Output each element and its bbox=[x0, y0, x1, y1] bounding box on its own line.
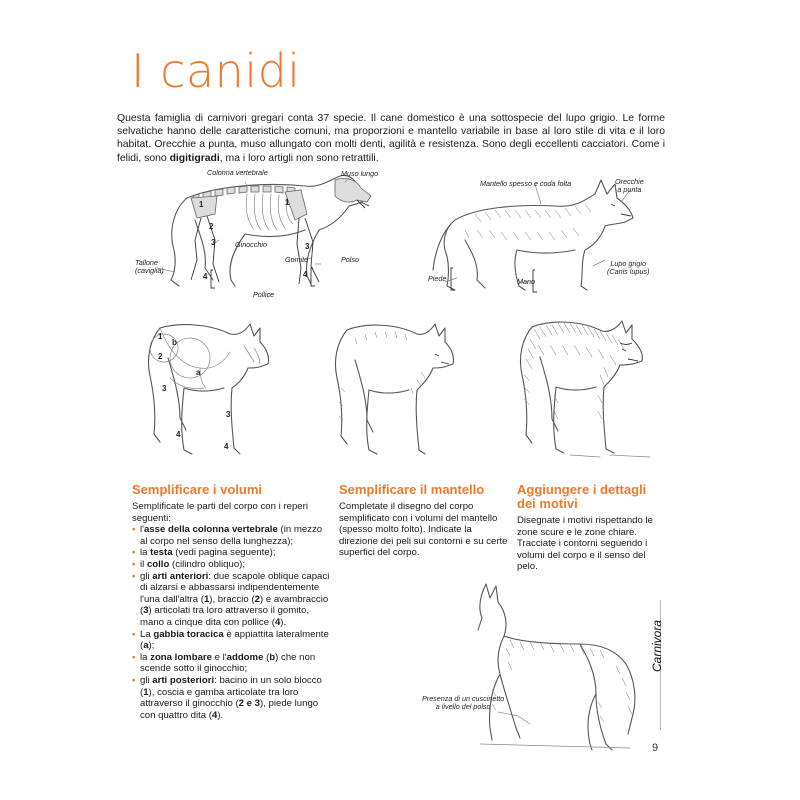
section-body-motivi: Disegnate i motivi rispettando le zone scure e le zone chiare. Tracciate i contorni seguendo i volumi del corpo e il senso del pelo. bbox=[517, 515, 653, 573]
skeleton-illustration bbox=[135, 168, 379, 303]
label-cuscinetto: Presenza di un cuscinetto a livello del polso bbox=[422, 694, 505, 711]
skeleton-num: 4 bbox=[303, 270, 308, 279]
label-lupo: Lupo grigio (Canis lupus) bbox=[607, 259, 650, 276]
label-gomito: Gomito bbox=[285, 255, 309, 264]
list-item: • gli arti posteriori: bacino in un solo blocco (1), coscia e gamba articolate tra loro attraverso il ginocchio (2 e 3), piede lungo con quattro dita (4). bbox=[132, 675, 332, 721]
label-colonna: Colonna vertebrale bbox=[207, 168, 268, 177]
section-body-mantello: Completate il disegno del corpo semplificato con i volumi del mantello (spesso molto folto). Indicate la direzione dei peli sui contorni e su certe superfici del corpo. bbox=[339, 501, 508, 559]
intro-text-bold: digitigradi bbox=[169, 152, 220, 164]
list-item: • La gabbia toracica è appiattita lateralmente (a); bbox=[132, 629, 332, 652]
label-tallone: Tallone (caviglia) bbox=[135, 258, 164, 275]
intro-paragraph bbox=[117, 112, 665, 165]
step-num: 4 bbox=[176, 430, 181, 439]
section-body-volumi bbox=[132, 501, 332, 721]
label-mantello: Mantello spesso e coda folta bbox=[480, 179, 572, 188]
wolf-coat-drawing bbox=[325, 318, 465, 468]
section-tab: Carnivora bbox=[650, 619, 664, 672]
step-num: b bbox=[172, 338, 177, 347]
skeleton-num: 4 bbox=[203, 272, 208, 281]
label-pollice: Pollice bbox=[253, 290, 275, 299]
section-heading-motivi: Aggiungere i dettagli dei motivi bbox=[517, 482, 647, 511]
wolf-details-drawing bbox=[510, 315, 660, 470]
page-number: 9 bbox=[652, 742, 659, 754]
list-item: • gli arti anteriori: due scapole oblique capaci di alzarsi e abbassarsi indipendentemente l'una dall'altra (1), braccio (2) e avambraccio (3) articolati tra loro attraverso il gomito, mano a cinque dita con pollice (4). bbox=[132, 571, 332, 629]
list-item: • l'asse della colonna vertebrale (in mezzo al corpo nel senso della lunghezza); bbox=[132, 524, 332, 547]
step-num: 4 bbox=[224, 442, 229, 451]
wolf-details-illustration bbox=[510, 315, 660, 470]
wolf-illustration bbox=[425, 170, 670, 300]
intro-text-1: Questa famiglia di carnivori gregari conta 37 specie. Il cane domestico è una sottospecie del lupo grigio. Le forme selvatiche hanno delle caratteristiche comuni, ma proporzioni e mantello variabile in base al loro stile di vita e il loro habitat. Orecchie a punta, muso allungato con molti denti, agilità e resistenza. Sono degli eccellenti cacciatori. Come i felidi, sono bbox=[117, 113, 665, 164]
wolf-volumes-illustration bbox=[140, 318, 280, 468]
label-ginocchio: Ginocchio bbox=[235, 240, 267, 249]
section-heading-mantello: Semplificare il mantello bbox=[339, 482, 485, 497]
label-polso: Polso bbox=[341, 255, 359, 264]
label-muso: Muso lungo bbox=[341, 169, 379, 178]
step-num: 3 bbox=[226, 410, 231, 419]
list-item: • il collo (cilindro obliquo); bbox=[132, 559, 332, 571]
label-mano: Mano bbox=[517, 277, 535, 286]
label-piede: Piede bbox=[428, 274, 447, 283]
step-num: 1 bbox=[158, 332, 163, 341]
skeleton-num: 3 bbox=[211, 238, 216, 247]
skeleton-num: 1 bbox=[199, 200, 204, 209]
section-heading-volumi: Semplificare i volumi bbox=[132, 482, 263, 497]
list-item: • la zona lombare e l'addome (b) che non scende sotto il ginocchio; bbox=[132, 652, 332, 675]
volumi-list bbox=[132, 524, 332, 721]
wolf-rear-drawing bbox=[420, 578, 650, 758]
skeleton-drawing bbox=[135, 168, 375, 303]
step-num: 3 bbox=[162, 384, 167, 393]
page-title: I canidi bbox=[131, 44, 301, 98]
skeleton-num: 3 bbox=[305, 242, 310, 251]
skeleton-num: 1 bbox=[285, 198, 290, 207]
section-intro-volumi: Semplificate le parti del corpo con i reperi seguenti: bbox=[132, 501, 308, 524]
skeleton-num: 2 bbox=[209, 222, 214, 231]
intro-text-3: , ma i loro artigli non sono retrattili. bbox=[219, 152, 379, 164]
wolf-coat-illustration bbox=[325, 318, 465, 468]
wolf-rear-illustration bbox=[420, 578, 650, 758]
list-item: • la testa (vedi pagina seguente); bbox=[132, 547, 332, 559]
step-num: a bbox=[196, 368, 201, 377]
label-orecchie: Orecchie a punta bbox=[615, 177, 644, 194]
step-num: 2 bbox=[158, 352, 163, 361]
